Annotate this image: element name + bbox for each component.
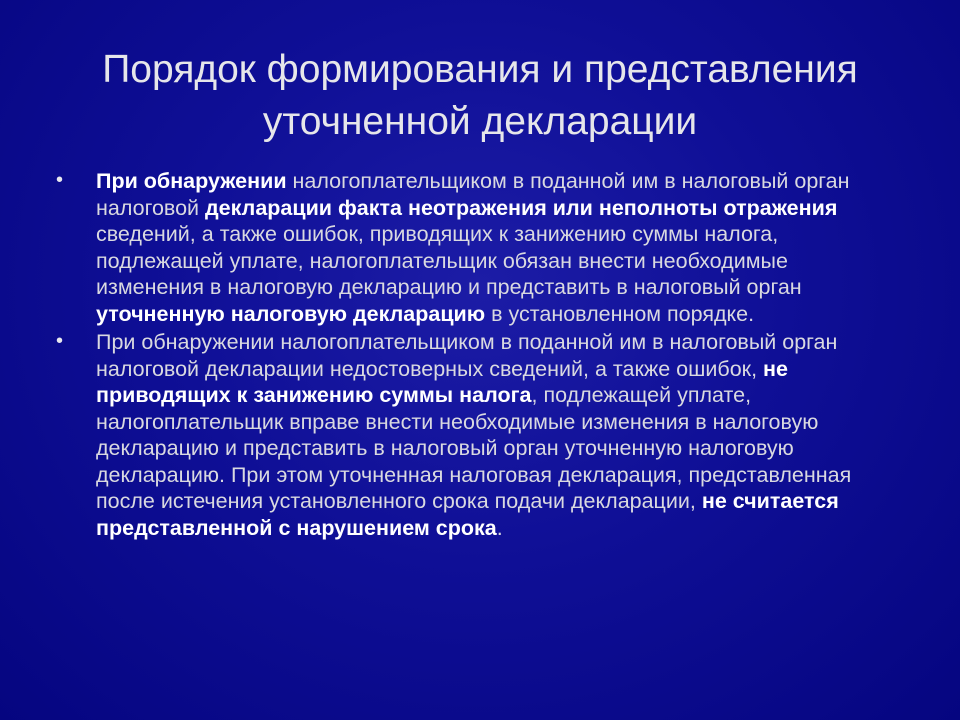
bullet-marker-icon: • — [56, 169, 64, 191]
text-segment: налогоплательщиком в поданной им в налоговый орган налоговой — [96, 169, 850, 220]
slide-title — [40, 44, 920, 148]
slide-title-line-1: Порядок формирования и представления — [102, 48, 858, 91]
text-segment: , подлежащей уплате, налогоплательщик вправе внести необходимые изменения в налоговую декларацию и представить в налоговый орган уточненную налоговую декларацию. При этом уточненная налоговая декларация, представленная после истечения установленного срока подачи декларации, — [96, 383, 852, 513]
bold-segment: не приводящих к занижению суммы налога — [96, 356, 788, 407]
bullet-text-1 — [96, 169, 850, 326]
bullet-marker-icon: • — [56, 330, 64, 352]
bullet-item-1 — [52, 168, 892, 327]
text-segment: сведений, а также ошибок, приводящих к занижению суммы налога, подлежащей уплате, налогоплательщик обязан внести необходимые изменения в налоговую декларацию и представить в налоговый орган — [96, 222, 802, 299]
text-segment: . — [496, 515, 503, 540]
slide-title-line-2: уточненной декларации — [262, 100, 698, 143]
bold-segment: уточненную налоговую декларацию — [96, 301, 486, 326]
bullet-text-2 — [96, 330, 851, 540]
text-segment: в установленном порядке. — [485, 301, 755, 326]
bold-segment: При обнаружении — [96, 169, 287, 193]
bullet-list — [52, 168, 892, 543]
text-segment: При обнаружении налогоплательщиком в поданной им в налоговый орган налоговой декларации недостоверных сведений, а также ошибок, — [96, 330, 838, 381]
bold-segment: не считается представленной с нарушением срока — [96, 489, 839, 540]
bold-segment: декларации факта неотражения или неполноты отражения — [205, 195, 838, 220]
bullet-item-2 — [52, 329, 892, 541]
